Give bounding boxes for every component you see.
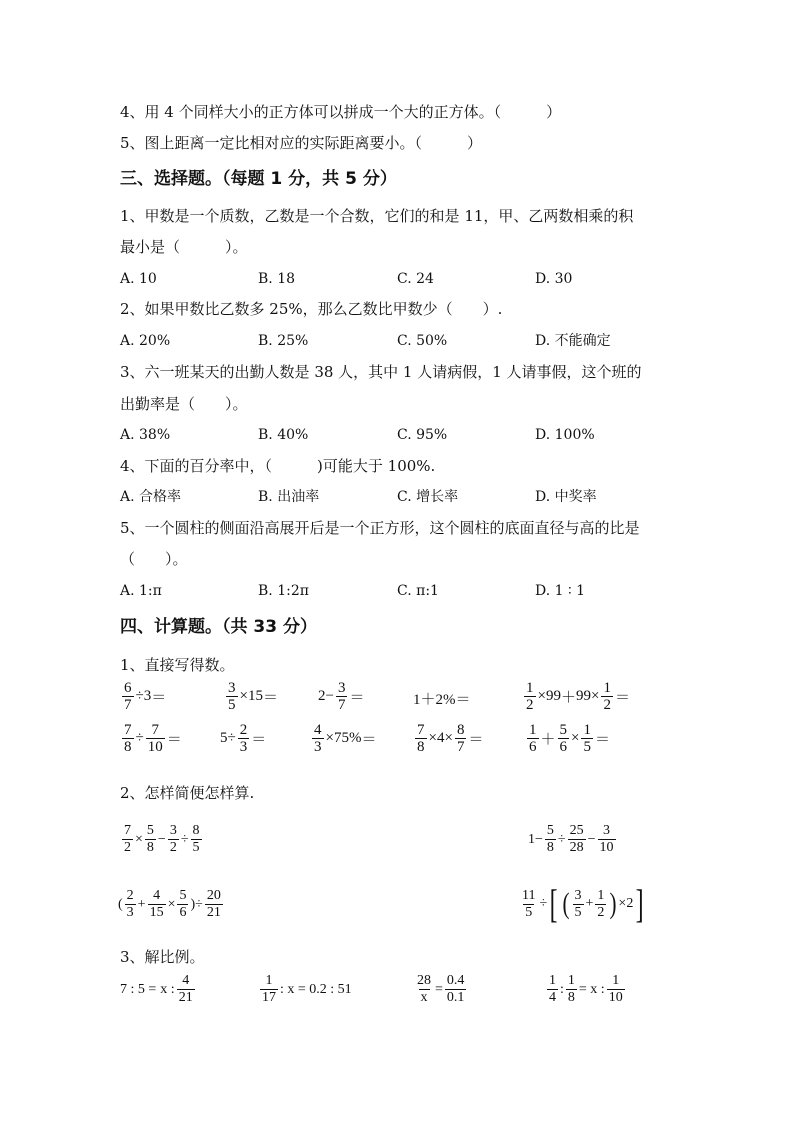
choice-q2-option-d: D. 不能确定	[535, 333, 611, 349]
choice-q3-option-a: A. 38%	[120, 427, 171, 443]
expr-4: 1＋2%＝	[413, 691, 471, 708]
expr-2: $\frac{3}{5}$ × 15 ＝	[228, 680, 278, 713]
choice-q1-option-b: B. 18	[258, 271, 296, 287]
choice-q3-line1: 3、六一班某天的出勤人数是 38 人，其中 1 人请病假，1 人请事假，这个班的	[120, 363, 642, 381]
choice-q5-line2: （ ）。	[120, 550, 188, 568]
choice-q1-option-c: C. 24	[397, 271, 434, 287]
choice-q5-option-b: B. 1:2π	[258, 583, 309, 599]
simplify-expr-2: 1− $\frac{5}{8}$ ÷ $\frac{25}{28}$ − $\frac{3}{10}$	[528, 823, 614, 855]
simplify-expr-4: $\frac{11}{5}$ ÷ [ ( 3 5 + $\frac{1}{2}$ ) × 2 ]	[522, 881, 644, 926]
choice-q4-option-d: D. 中奖率	[535, 489, 597, 505]
choice-q4-option-b: B. 出油率	[258, 489, 320, 505]
expr-7: 5÷ $\frac{2}{3}$ ＝	[220, 722, 267, 755]
choice-q4-line1: 4、下面的百分率中，（ )可能大于 100%.	[120, 457, 436, 475]
section-title-calc: 四、计算题。（共 33 分）	[120, 617, 317, 637]
expr-10: 1 6 ＋ $\frac{5}{6}$ × $\frac{1}{5}$ ＝	[529, 722, 610, 755]
section-title-choice: 三、选择题。（每题 1 分，共 5 分）	[120, 169, 397, 189]
simplify-expr-1: $\frac{7}{2}$ × $\frac{5}{8}$ − $\frac{3}{2}$ ÷ $\frac{8}{5}$	[124, 823, 200, 855]
proportion-4: 1 4 : $\frac{1}{8}$ = x : 1 10	[549, 973, 623, 1005]
choice-q3-option-c: C. 95%	[397, 427, 448, 443]
calc-q3-title: 3、解比例。	[120, 948, 205, 966]
judgment-item-4: 4、用 4 个同样大小的正方体可以拼成一个大的正方体。（ ）	[120, 103, 562, 121]
simplify-expr-3: ( 2 3 + $\frac{4}{15}$ × $\frac{5}{6}$ ) ÷ $\frac{20}{21}$	[118, 888, 221, 920]
expr-5: $\frac{1}{2}$ × 99 ＋ 99 × $\frac{1}{2}$ ＝	[526, 680, 630, 713]
choice-q2-option-b: B. 25%	[258, 333, 309, 349]
choice-q2-option-c: C. 50%	[397, 333, 448, 349]
proportion-3: $\frac{28}{x}$ = $\frac{0.4}{0.1}$	[417, 973, 465, 1005]
expr-3: 2− $\frac{3}{7}$ ＝	[318, 680, 365, 713]
choice-q5-line1: 5、一个圆柱的侧面沿高展开后是一个正方形，这个圆柱的底面直径与高的比是	[120, 519, 640, 537]
choice-q2-line1: 2、如果甲数比乙数多 25%，那么乙数比甲数少（ ）.	[120, 300, 503, 318]
judgment-item-5: 5、图上距离一定比相对应的实际距离要小。（ ）	[120, 134, 483, 152]
choice-q5-option-c: C. π:1	[397, 583, 439, 599]
choice-q1-option-d: D. 30	[535, 271, 573, 287]
expr-8: $\frac{4}{3}$ × 75% ＝	[314, 722, 377, 755]
proportion-2: 1 17 : x = 0.2 : 51	[262, 973, 352, 1005]
choice-q5-option-a: A. 1:π	[120, 583, 162, 599]
expr-9: $\frac{7}{8}$ × 4 × $\frac{8}{7}$ ＝	[417, 722, 484, 755]
choice-q1-line1: 1、甲数是一个质数，乙数是一个合数，它们的和是 11，甲、乙两数相乘的积	[120, 207, 634, 225]
expr-1: $\frac{6}{7}$ ÷ 3 ＝	[124, 680, 167, 713]
choice-q3-option-d: D. 100%	[535, 427, 595, 443]
choice-q4-option-c: C. 增长率	[397, 489, 459, 505]
choice-q3-line2: 出勤率是（ ）。	[120, 395, 248, 413]
calc-q2-title: 2、怎样简便怎样算.	[120, 784, 255, 802]
expr-6: $\frac{7}{8}$ ÷ $\frac{7}{10}$ ＝	[124, 722, 182, 755]
choice-q1-line2: 最小是（ ）。	[120, 238, 248, 256]
choice-q1-option-a: A. 10	[120, 271, 157, 287]
choice-q3-option-b: B. 40%	[258, 427, 309, 443]
calc-q1-title: 1、直接写得数。	[120, 656, 235, 674]
choice-q4-option-a: A. 合格率	[120, 489, 182, 505]
proportion-1: 7 : 5 = x : 4 21	[120, 973, 193, 1005]
choice-q5-option-d: D. 1 ∶ 1	[535, 583, 585, 599]
choice-q2-option-a: A. 20%	[120, 333, 171, 349]
